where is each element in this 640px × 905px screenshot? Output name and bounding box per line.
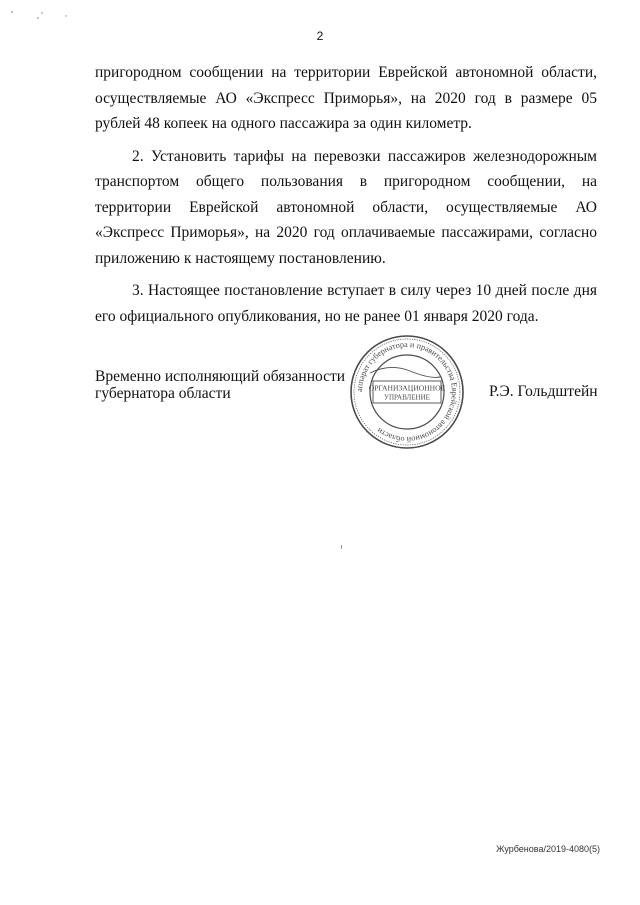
- official-seal-stamp: [348, 333, 466, 451]
- paragraph-item-3: 3. Настоящее постановление вступает в силу через 10 дней после дня его официального опубликования, но не ранее 01 января 2020 года.: [95, 282, 597, 325]
- signatory-title-line2: губернатора области: [95, 385, 231, 402]
- paragraph-continuation: пригородном сообщении на территории Еврейской автономной области, осуществляемые АО «Экспресс Приморья», на 2020 год в размере 05 рублей 48 копеек на одного пассажира за один километр.: [95, 64, 597, 132]
- scan-specks: [8, 6, 78, 26]
- signatory-name: Р.Э. Гольдштейн: [489, 383, 598, 400]
- signatory-title: [95, 368, 345, 402]
- seal-center-line2: УПРАВЛЕНИЕ: [384, 393, 430, 402]
- body-text: [95, 60, 597, 336]
- scan-mark: [341, 545, 342, 549]
- signatory-title-line1: Временно исполняющий обязанности: [95, 368, 346, 385]
- paragraph-item-2: 2. Установить тарифы на перевозки пассажиров железнодорожным транспортом общего пользования в пригородном сообщении, на территории Еврейской автономной области, осуществляемые АО «Экспресс Приморья», на 2020 год оплачиваемые пассажирами, согласно приложению к настоящему постановлению.: [95, 147, 597, 267]
- seal-ring-text: аппарат губернатора и правительства Еврейской автономной области: [354, 339, 460, 445]
- document-footer-code: Журбенова/2019-4080(5): [496, 844, 600, 854]
- seal-center-line1: ОРГАНИЗАЦИОННОЕ: [368, 383, 446, 393]
- seal-signature-stroke: [370, 367, 440, 377]
- page-number: 2: [316, 29, 324, 43]
